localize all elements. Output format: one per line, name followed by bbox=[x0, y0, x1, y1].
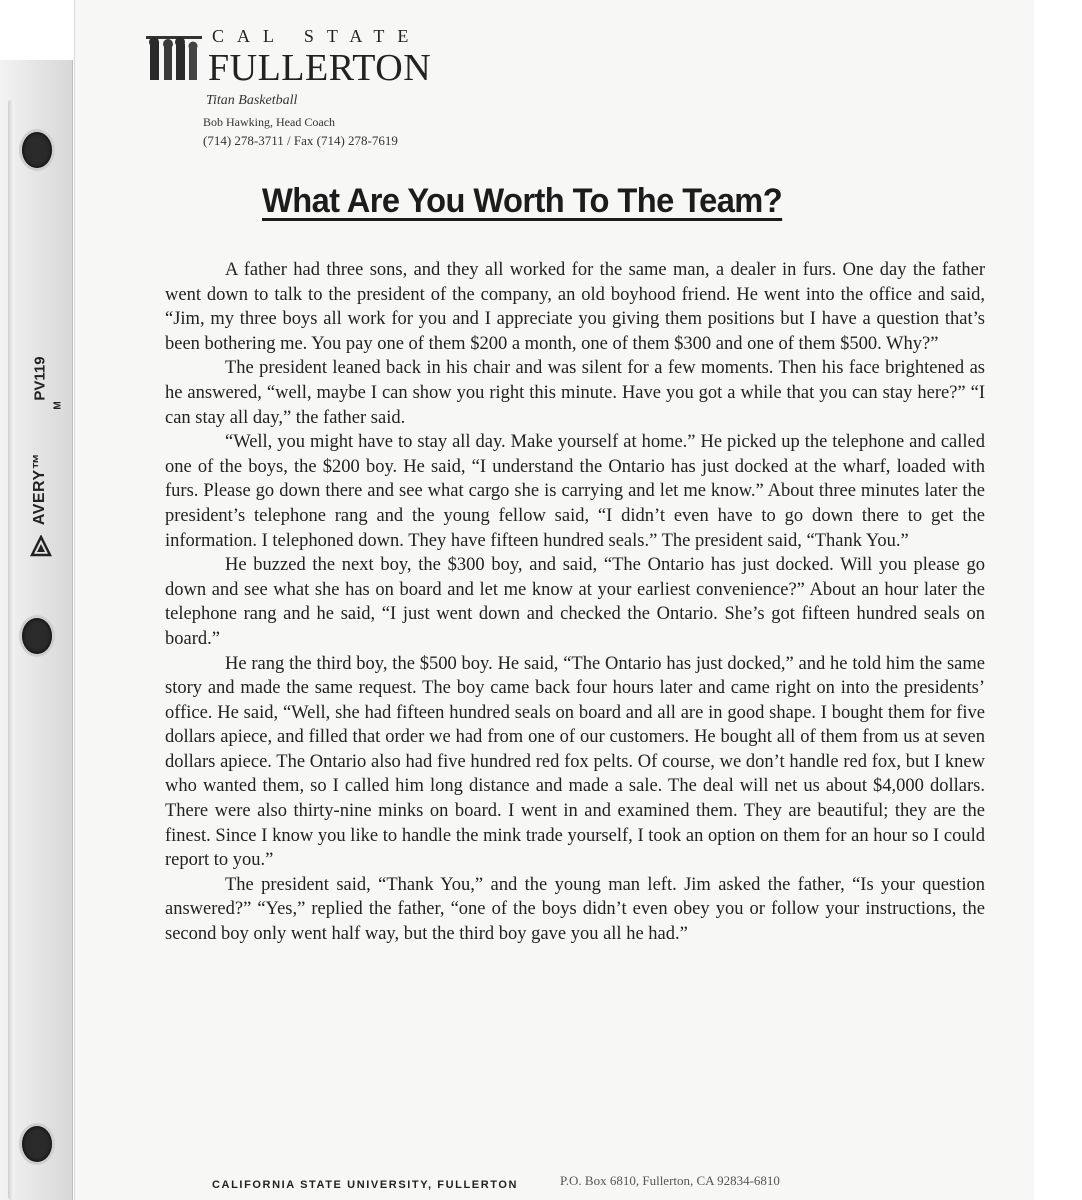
letterhead-coach: Bob Hawking, Head Coach bbox=[203, 115, 335, 129]
letterhead-program: Titan Basketball bbox=[206, 93, 298, 108]
letterhead-fullerton: FULLERTON bbox=[208, 47, 432, 89]
footer-university: CALIFORNIA STATE UNIVERSITY, FULLERTON bbox=[212, 1179, 519, 1191]
page-title: What Are You Worth To The Team? bbox=[262, 182, 783, 220]
product-size: M bbox=[52, 401, 64, 410]
avery-triangle-icon bbox=[30, 535, 52, 557]
footer-address: P.O. Box 6810, Fullerton, CA 92834-6810 bbox=[560, 1173, 780, 1188]
story-body bbox=[165, 258, 985, 947]
sleeve-label bbox=[16, 350, 64, 650]
paragraph: He buzzed the next boy, the $300 boy, and said, “The Ontario has just docked. Will you please go down and see what she has on board and let me know at your earliest convenience?” About an hour later the telephone rang and he said, “I just went down and checked the Ontario. She’s got fifteen hundred seals on board.” bbox=[165, 555, 985, 649]
product-code: PV119 bbox=[31, 356, 49, 401]
paragraph: The president said, “Thank You,” and the young man left. Jim asked the father, “Is your question answered?” “Yes,” replied the father, “one of the boys didn’t even obey you or follow your instructions, the second boy only went half way, but the third boy gave you all he had.” bbox=[165, 874, 985, 945]
paragraph: “Well, you might have to stay all day. Make yourself at home.” He picked up the telephone and called one of the boys, the $200 boy. He said, “I understand the Ontario has just docked at the wharf, loaded with furs. Please go down there and see what cargo she is carrying and let me know.” About three minutes later the president’s telephone rang and the young fellow said, “I didn’t even have to go down there to get the information. I telephoned down. They have fifteen hundred seals.” The president said, “Thank You.” bbox=[165, 432, 985, 551]
punch-hole-bottom bbox=[22, 1126, 52, 1162]
titan-figures-icon bbox=[146, 30, 202, 82]
sleeve-seam bbox=[8, 100, 14, 1200]
punch-hole-top bbox=[22, 132, 52, 168]
sheet-protector-strip bbox=[0, 60, 73, 1200]
paragraph: A father had three sons, and they all worked for the same man, a dealer in furs. One day the father went down to talk to the president of the company, an old boyhood friend. He went into the office and said, “Jim, my three boys all work for you and I appreciate you giving them positions but I have a question that’s been bothering me. You pay one of them $200 a month, one of them $300 and one of them $500. Why?” bbox=[165, 260, 985, 354]
paragraph: He rang the third boy, the $500 boy. He said, “The Ontario has just docked,” and he told him the same story and made the same request. The boy came back four hours later and came right on into the presidents’ office. He said, “Well, she had fifteen hundred seals on board and all are in good shape. I bought them for five dollars apiece, and filled that order we had from one of our customers. He bought all of them from us at seven dollars apiece. The Ontario also had five hundred red fox pelts. Of course, we don’t handle red fox, but I knew who wanted them, so I called him long distance and made a sale. The deal will net us about $4,000 dollars. There were also thirty-nine minks on board. I went in and examined them. They are beautiful; they are the finest. Since I know you like to handle the mink trade yourself, I took an option on them for an hour so I could report to you.” bbox=[165, 653, 985, 871]
paragraph: The president leaned back in his chair and was silent for a few moments. Then his face brightened as he answered, “well, maybe I can show you right this minute. Have you got a while that you can stay here?” “I can stay all day,” the father said. bbox=[165, 358, 985, 428]
letterhead-phone: (714) 278-3711 / Fax (714) 278-7619 bbox=[203, 133, 398, 148]
background-margin bbox=[1034, 0, 1082, 1200]
letterhead-cal-state: CAL STATE bbox=[212, 26, 422, 46]
brand-name: AVERY™ bbox=[31, 452, 48, 526]
